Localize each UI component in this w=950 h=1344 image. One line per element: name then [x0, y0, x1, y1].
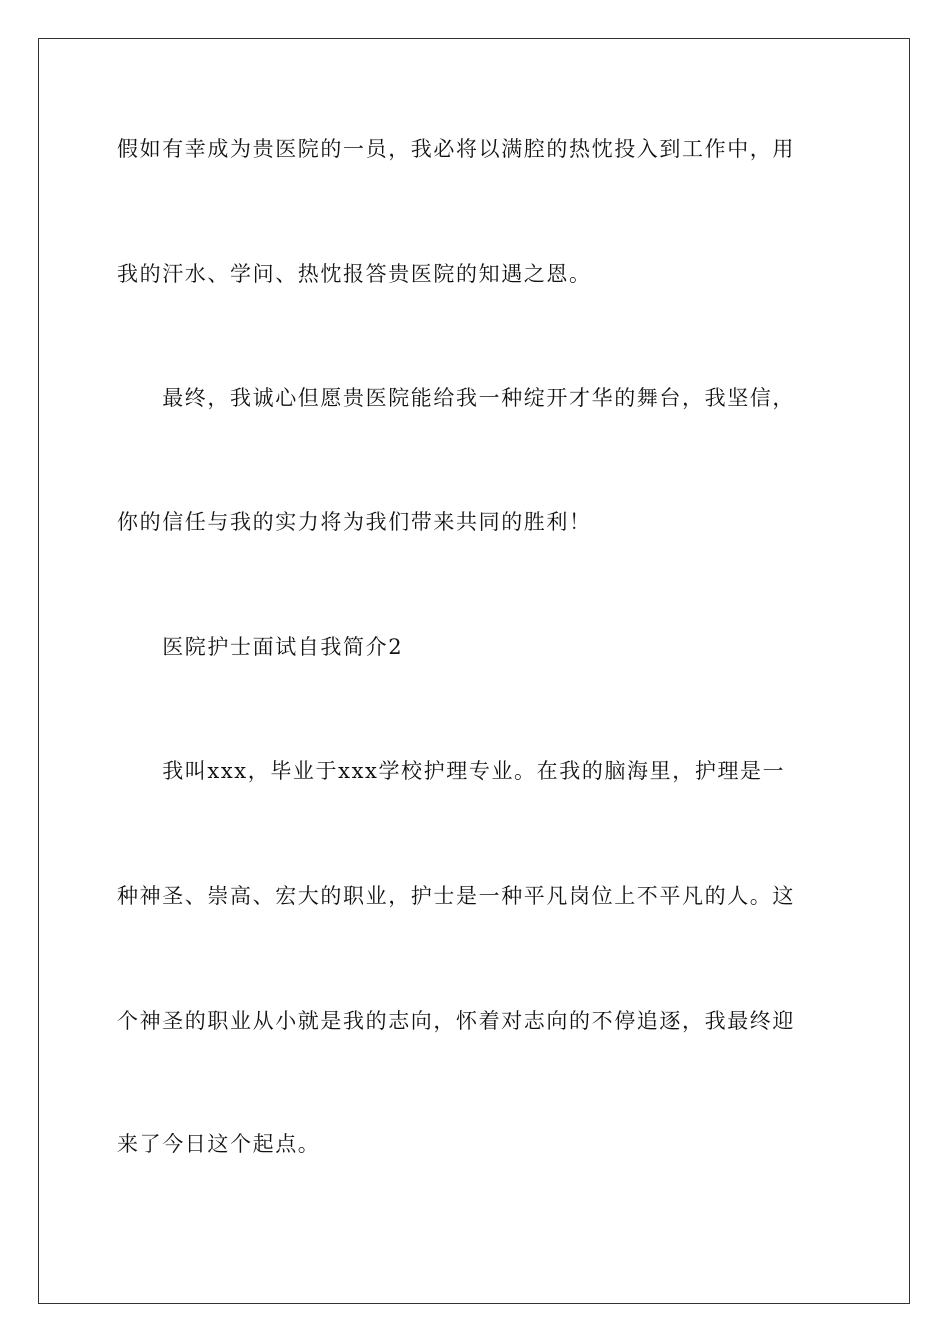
paragraph-line: 最终，我诚心但愿贵医院能给我一种绽开才华的舞台，我坚信，	[117, 386, 795, 410]
paragraph-line: 个神圣的职业从小就是我的志向，怀着对志向的不停追逐，我最终迎	[117, 1009, 795, 1033]
page-border	[38, 38, 910, 1304]
paragraph-line: 我的汗水、学问、热忱报答贵医院的知遇之恩。	[117, 262, 592, 286]
paragraph-line: 你的信任与我的实力将为我们带来共同的胜利！	[117, 510, 592, 534]
paragraph-line: 种神圣、崇高、宏大的职业，护士是一种平凡岗位上不平凡的人。这	[117, 884, 795, 908]
section-heading: 医院护士面试自我简介2	[117, 635, 404, 659]
paragraph-line: 我叫xxx，毕业于xxx学校护理专业。在我的脑海里，护理是一	[117, 759, 786, 783]
paragraph-line: 假如有幸成为贵医院的一员，我必将以满腔的热忱投入到工作中，用	[117, 137, 795, 161]
paragraph-line: 来了今日这个起点。	[117, 1132, 321, 1156]
